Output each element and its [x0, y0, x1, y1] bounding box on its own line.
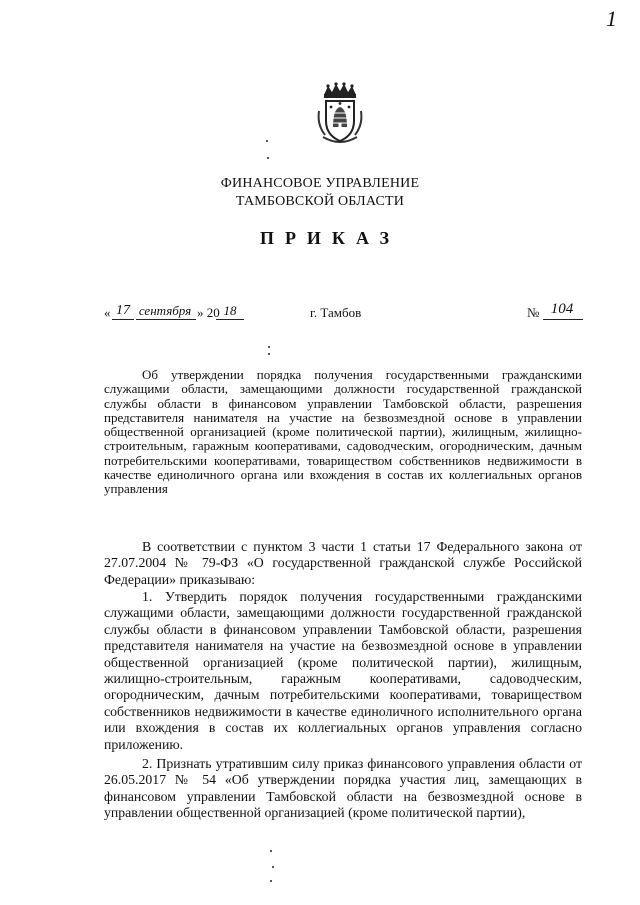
date-year-prefix: » 20: [197, 305, 220, 320]
order-number: 104: [550, 301, 574, 317]
org-name-line2: ТАМБОВСКОЙ ОБЛАСТИ: [235, 194, 405, 209]
page-number: 1: [606, 6, 617, 31]
org-name-line1: ФИНАНСОВОЕ УПРАВЛЕНИЕ: [220, 176, 420, 191]
date-day: 17: [116, 303, 130, 318]
preamble-paragraph: В соответствии с пунктом 3 части 1 статьи 17 Федерального закона от 27.07.2004 № 79-ФЗ «О государственной гражданской службе Российской Федерации» приказываю:: [104, 539, 582, 587]
clause-1-paragraph: 1. Утвердить порядок получения государственными гражданскими служащими области, замещающими должности государственной гражданской службы области в финансовом управлении Тамбовской области, разрешения представителя нанимателя на участие на безвозмездной основе в управлении общественной организацией (кроме политической партии), жилищным, жилищно-строительным, гаражным кооперативами, садоводческим, огородническим, дачным потребительскими кооперативами, товариществом собственников недвижимости в качестве единоличного исполнительного органа или вхождения в состав их коллегиальных органов управления согласно приложению.: [104, 589, 582, 752]
coat-of-arms-emblem: [317, 81, 363, 145]
order-subject: Об утверждении порядка получения государственными гражданскими служащими области, замещающими должности государственной гражданской службы области в финансовом управлении Тамбовской области, разрешения представителя нанимателя на участие на безвозмездной основе в управлении общественной организацией (кроме политической партии), жилищным, жилищно-строительным, гаражным кооперативами, садоводческим, огородническим, дачным потребительскими кооперативами, товариществом собственников недвижимости в качестве единоличного органа или вхождения в состав их коллегиальных органов управления: [104, 367, 582, 497]
date-year: 18: [223, 303, 237, 318]
date-month: сентября: [138, 303, 192, 318]
date-open-quote: «: [104, 305, 111, 320]
document-title: ПРИКАЗ: [259, 228, 401, 248]
clause-2-paragraph: 2. Признать утратившим силу приказ финансового управления области от 26.05.2017 № 54 «Об утверждении порядка участия лиц, замещающих в финансовом управлении Тамбовской области на безвозмездной основе в управлении общественной организацией (кроме политической партии),: [104, 756, 582, 821]
order-number-label: №: [527, 305, 540, 320]
city: г. Тамбов: [310, 305, 362, 320]
